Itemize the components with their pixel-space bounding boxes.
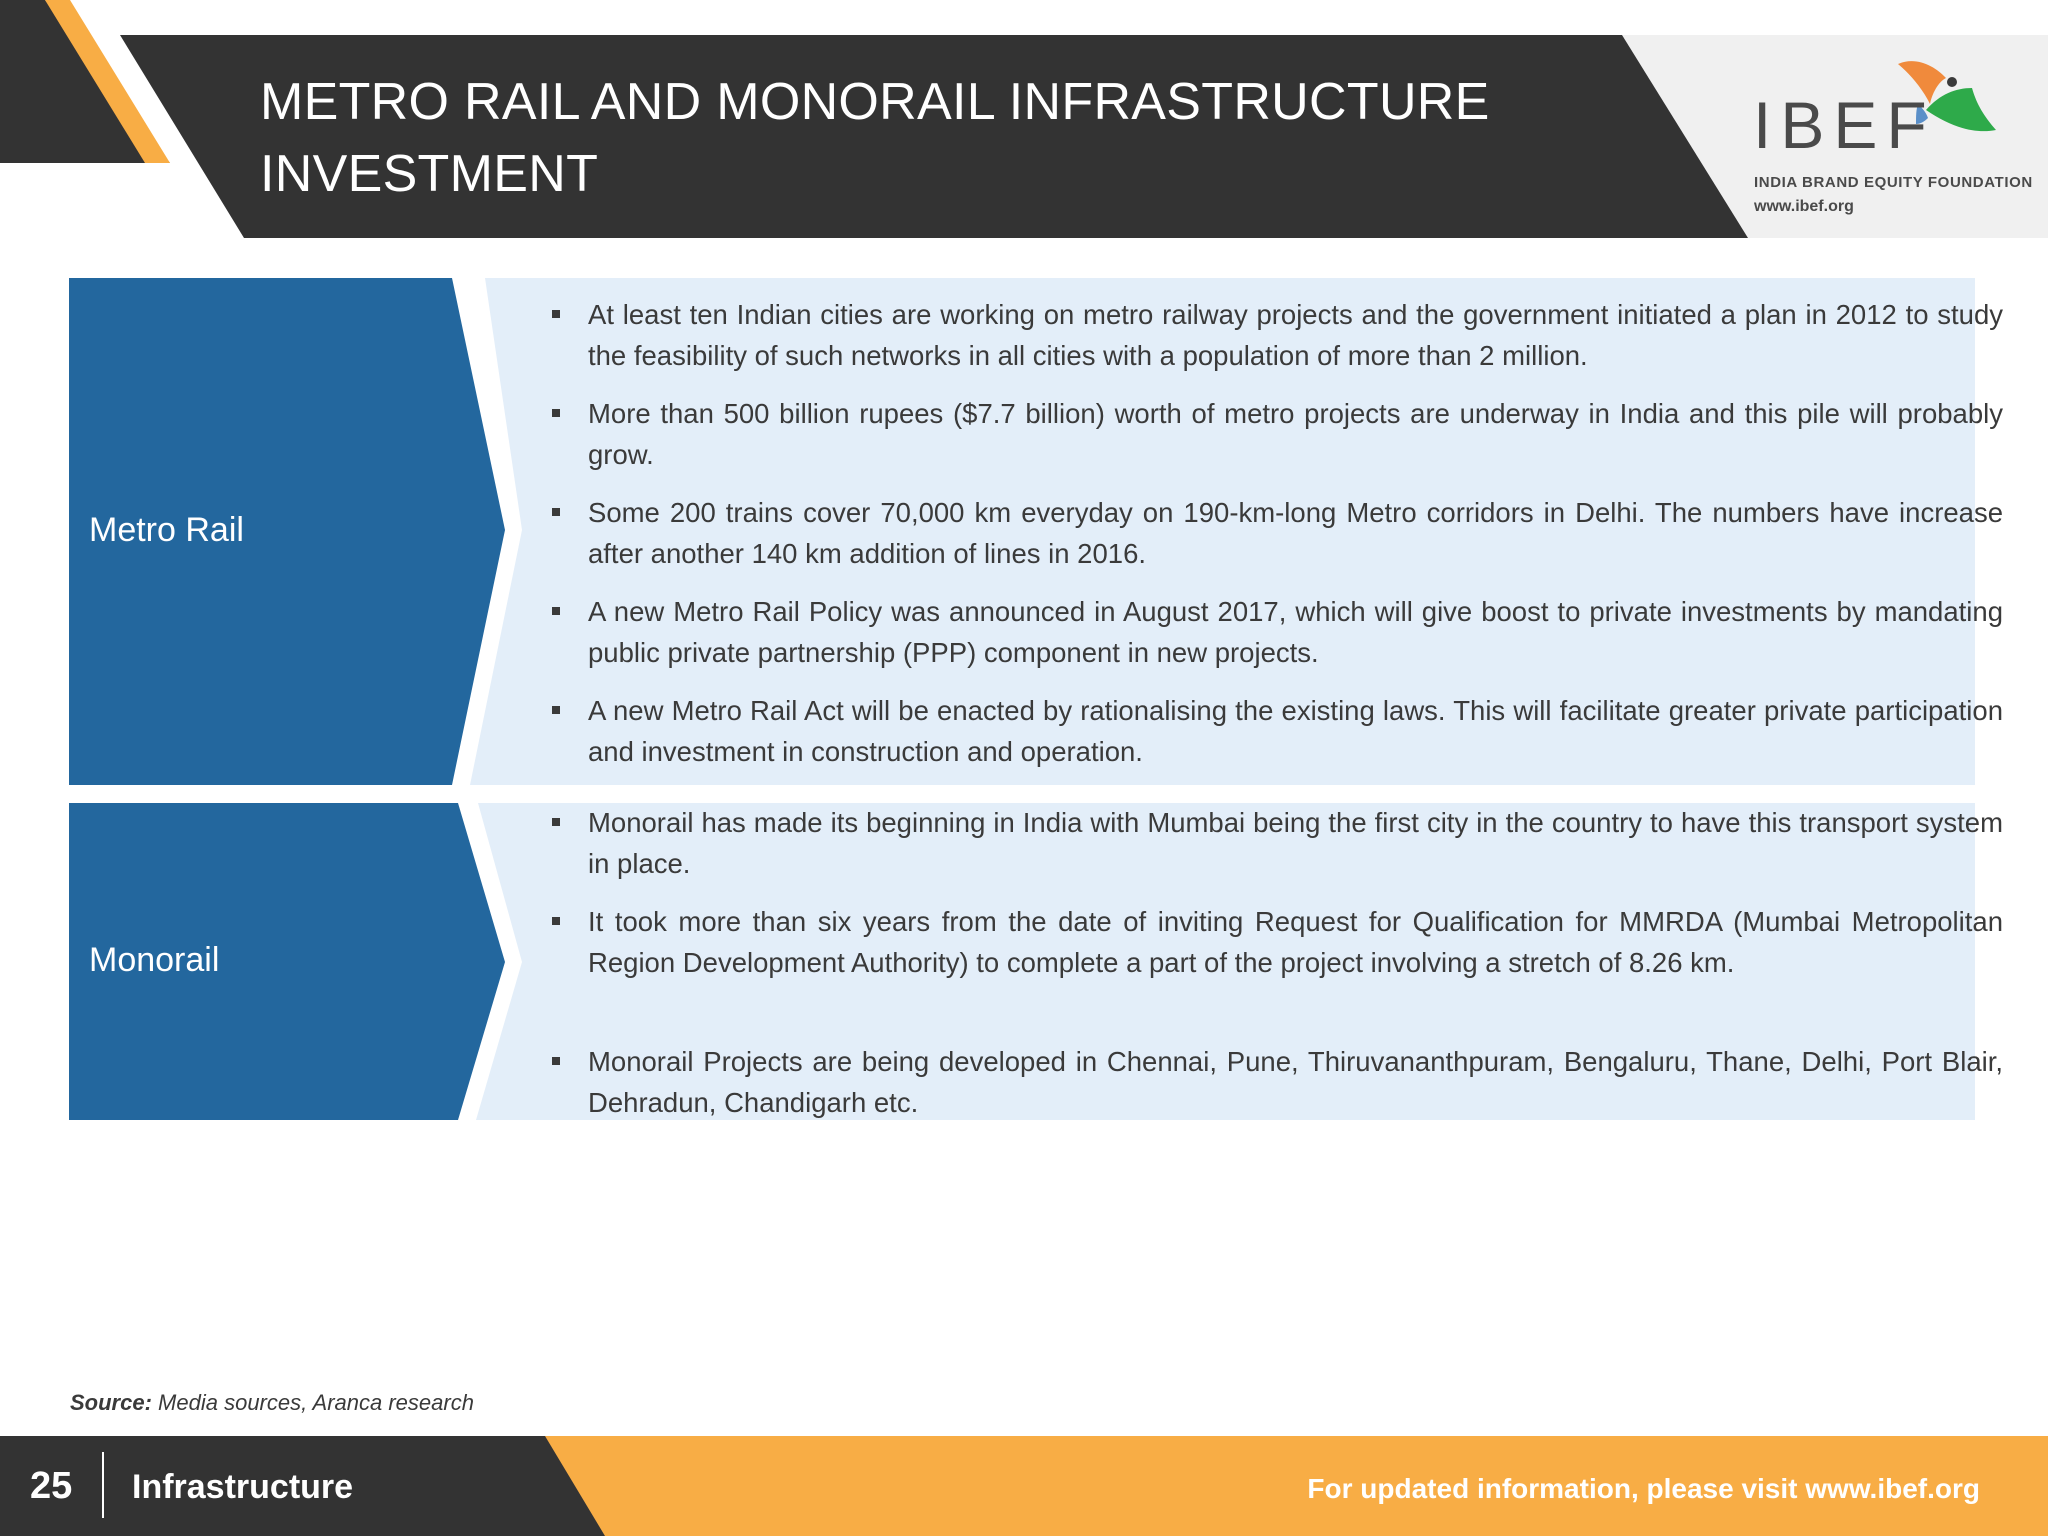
source-label: Source:: [70, 1390, 152, 1415]
square-bullet-icon: [552, 706, 560, 714]
list-item: It took more than six years from the date of inviting Request for Qualification for MMRDA (Mumbai Metropolitan Region Development Authority) to complete a part of the project involving a stretch of 8.26 km.: [588, 901, 2003, 983]
source-note: [70, 1390, 474, 1416]
footer-divider: [102, 1452, 104, 1518]
footer-section-name: Infrastructure: [132, 1468, 354, 1506]
list-item: A new Metro Rail Policy was announced in August 2017, which will give boost to private investments by mandating public private partnership (PPP) component in new projects.: [588, 591, 2003, 673]
page-title-line-2: INVESTMENT: [260, 145, 599, 203]
square-bullet-icon: [552, 1057, 560, 1065]
section-label-metro-rail: Metro Rail: [89, 511, 244, 549]
list-item: Some 200 trains cover 70,000 km everyday on 190-km-long Metro corridors in Delhi. The numbers have increase after another 140 km addition of lines in 2016.: [588, 492, 2003, 574]
square-bullet-icon: [552, 409, 560, 417]
square-bullet-icon: [552, 607, 560, 615]
square-bullet-icon: [552, 818, 560, 826]
list-item: Monorail has made its beginning in India with Mumbai being the first city in the country to have this transport system in place.: [588, 802, 2003, 884]
list-item: A new Metro Rail Act will be enacted by rationalising the existing laws. This will facilitate greater private participation and investment in construction and operation.: [588, 690, 2003, 772]
list-item: Monorail Projects are being developed in Chennai, Pune, Thiruvananthpuram, Bengaluru, Thane, Delhi, Port Blair, Dehradun, Chandigarh etc.: [588, 1041, 2003, 1123]
source-text: Media sources, Aranca research: [158, 1390, 474, 1415]
page-title-line-1: METRO RAIL AND MONORAIL INFRASTRUCTURE: [260, 73, 1490, 131]
square-bullet-icon: [552, 310, 560, 318]
square-bullet-icon: [552, 917, 560, 925]
logo-subtitle: INDIA BRAND EQUITY FOUNDATION: [1754, 174, 2033, 191]
list-item: At least ten Indian cities are working on metro railway projects and the government initiated a plan in 2012 to study the feasibility of such networks in all cities with a population of more than 2 million.: [588, 294, 2003, 376]
logo-url: www.ibef.org: [1754, 198, 1854, 215]
section-label-monorail: Monorail: [89, 941, 220, 979]
logo-wordmark: IBEF: [1753, 88, 1936, 162]
footer-website-link[interactable]: For updated information, please visit www.ibef.org: [1307, 1473, 1980, 1504]
square-bullet-icon: [552, 508, 560, 516]
page-number: 25: [30, 1465, 73, 1507]
list-item: More than 500 billion rupees ($7.7 billion) worth of metro projects are underway in India and this pile will probably grow.: [588, 393, 2003, 475]
